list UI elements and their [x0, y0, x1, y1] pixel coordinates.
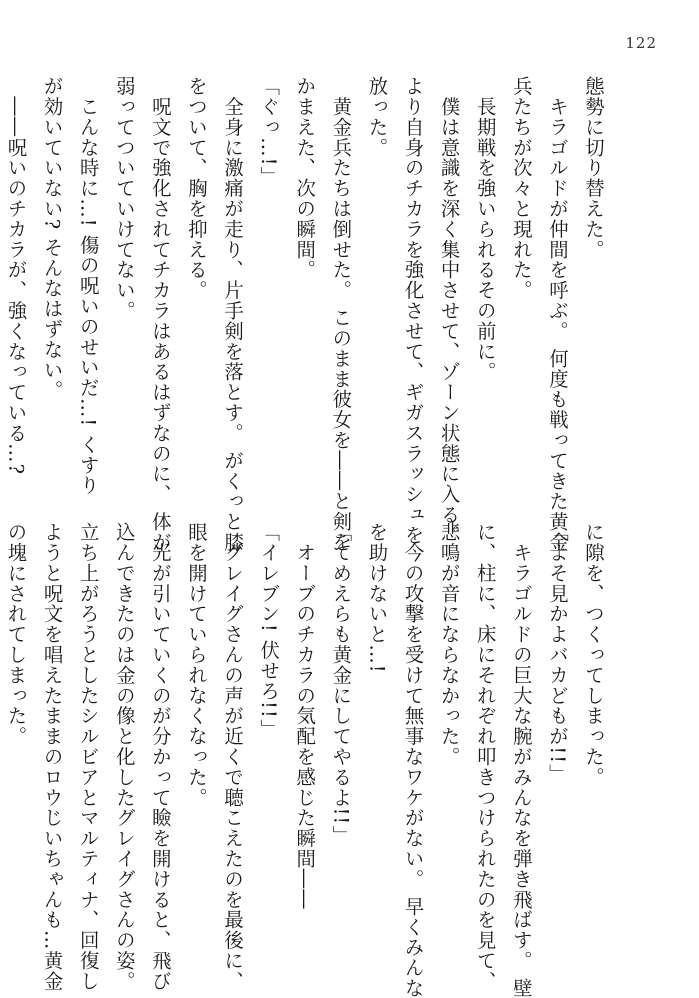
- text-line: 「イレブン! 伏せろ!!」: [257, 522, 281, 740]
- text-line: 光が引いていくのが分かって瞼を開けると、飛び: [148, 522, 172, 992]
- text-block-top: [4, 76, 611, 553]
- text-line: 今の攻撃を受けて無事なワケがない。 早くみんな: [401, 522, 425, 998]
- text-line: 黄金兵たちは倒せた。 このまま彼女を――と剣を: [329, 76, 353, 553]
- text-line: が効いていない? そんなはずない。: [40, 76, 64, 401]
- text-line: 「よそ見かよバカどもが!!」: [545, 522, 569, 785]
- text-line: 悲鳴が音にならなかった。: [437, 522, 461, 767]
- text-line: グレイグさんの声が近くで聴こえたのを最後に、: [221, 522, 245, 992]
- text-line: より自身のチカラを強化させて、ギガスラッシュを: [401, 76, 425, 546]
- text-line: キラゴルドの巨大な腕がみんなを弾き飛ばす。 壁: [509, 522, 533, 998]
- text-line: 長期戦を強いられるその前に。: [473, 76, 497, 382]
- page-number: 122: [625, 34, 657, 52]
- text-line: 「ぐっ…!」: [257, 76, 281, 187]
- text-line: に隙を、つくってしまった。: [582, 522, 605, 788]
- text-line: 僕は意識を深く集中させて、ゾーン状態に入る。: [437, 76, 461, 546]
- text-line: 立ち上がろうとしたシルビアとマルティナ、回復し: [76, 522, 100, 992]
- text-block-bottom: [4, 522, 611, 998]
- text-line: 込んできたのは金の像と化したグレイグさんの姿。: [112, 522, 136, 992]
- text-line: キラゴルドが仲間を呼ぶ。 何度も戦ってきた黄金: [545, 76, 569, 553]
- text-line: 呪文で強化されてチカラはあるはずなのに、 体が: [148, 76, 172, 553]
- text-line: 放った。: [365, 76, 389, 158]
- text-line: 全身に激痛が走り、片手剣を落とす。 がくっと膝: [221, 76, 245, 553]
- text-line: 「てめえらも黄金にしてやるよ!!」: [329, 522, 353, 846]
- text-line: を助けないと…!: [365, 522, 389, 674]
- text-line: 兵たちが次々と現れた。: [509, 76, 533, 301]
- text-line: オーブのチカラの気配を感じた瞬間――: [293, 522, 317, 910]
- text-line: 弱ってついていけてない。: [112, 76, 136, 321]
- text-line: こんな時に…! 傷の呪いのせいだ…! くすり: [76, 76, 100, 496]
- text-line: に、柱に、床にそれぞれ叩きつけられたのを見て、: [473, 522, 497, 992]
- text-line: かまえた、次の瞬間。: [293, 76, 317, 280]
- text-line: ようと呪文を唱えたままのロウじいちゃんも…黄金: [40, 522, 64, 992]
- text-line: をついて、胸を抑える。: [184, 76, 208, 301]
- text-line: 態勢に切り替えた。: [582, 76, 605, 260]
- text-line: の塊にされてしまった。: [4, 522, 28, 747]
- text-line: 眼を開けていられなくなった。: [184, 522, 208, 808]
- text-line: ――呪いのチカラが、強くなっている…?: [4, 76, 28, 475]
